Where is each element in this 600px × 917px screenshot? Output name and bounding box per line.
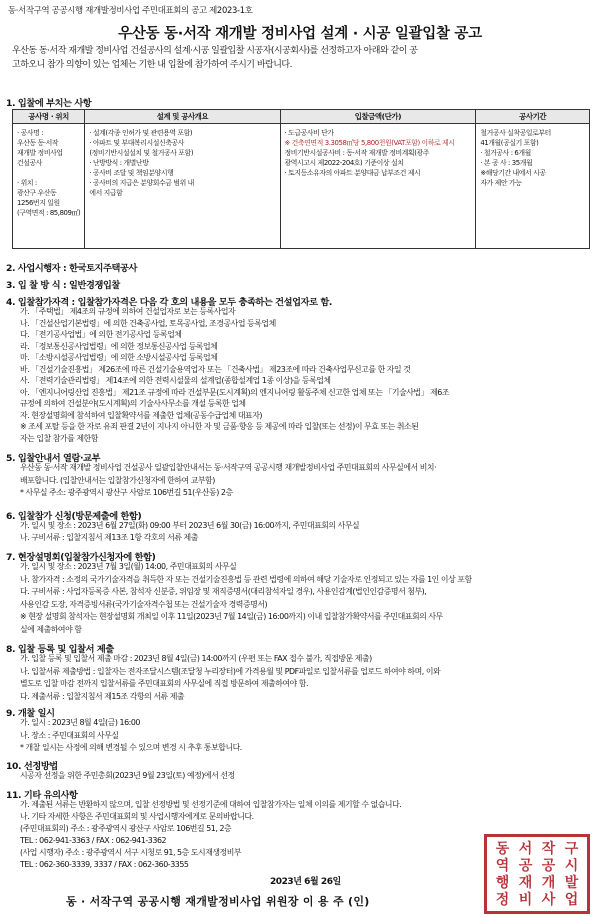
body-line: 다. 구비서류 : 사업자등록증 사본, 참석자 신분증, 위임장 및 재직증명서(대리참석자일 경우), 사용인감계(법인인감증명서 첨부), — [20, 587, 427, 596]
seal-char: 공 — [541, 858, 556, 874]
body-line: 나. 참가자격 : 소정의 국가기술자격을 취득한 자 또는 건설기술진흥법 등 관련 법령에 의하여 해당 기술자로 인정되고 있는 자를 1인 이상 포함 — [20, 574, 472, 584]
body-line: (주민대표회의) 주소 : 광주광역시 광산구 사암로 106번길 51, 2층 — [20, 824, 232, 833]
section-2-title: 2. 사업시행자 : 한국토지주택공사 — [6, 263, 137, 274]
section-10-title: 10. 선정방법 — [6, 761, 58, 772]
cell-line: · 난방방식 : 개별난방 — [89, 159, 149, 167]
section-4-title: 4. 입찰참가자격 : 입찰참가자격은 다음 각 호의 내용을 모두 충족하는 건설업자로 함. — [6, 297, 332, 308]
seal-char: 역 — [495, 858, 510, 874]
section-6-title: 6. 입찰참가 신청(방문제출에 한함) — [6, 511, 142, 522]
body-line: TEL : 062-941-3363 / FAX : 062-941-3362 — [20, 836, 167, 845]
body-line: 배포합니다. (입찰안내서는 입찰참가신청자에 한하여 교부함) — [20, 475, 215, 485]
seal-char: 동 — [495, 841, 510, 857]
seal-char: 업 — [564, 892, 579, 908]
cell-line: · 공사비의 지급은 분양회수금 범위 내 — [89, 179, 194, 187]
cell-line — [17, 168, 80, 178]
body-line: 시공자 선정을 위한 주민총회(2023년 9월 23일(토) 예정)에서 선정 — [20, 771, 235, 780]
body-line: 가. 일시 : 2023년 8월 4일(금) 16:00 — [20, 718, 140, 727]
body-line: 라. 「정보통신공사업법령」에 의한 정보통신공사업 등록업체 — [20, 341, 218, 351]
seal-char: 정 — [495, 892, 510, 908]
body-line: 가. 일시 및 장소 : 2023년 7월 3일(월) 14:00, 주민대표회의 사무실 — [20, 562, 237, 571]
cell-line: 건설공사 — [17, 159, 43, 167]
table-header: 입찰금액(단가) — [280, 110, 476, 124]
cell-line: 광역시고시 제2022-204호) 기준이상 설치 — [284, 159, 404, 167]
section-1-title: 1. 입찰에 부치는 사항 — [6, 98, 92, 109]
body-line: 규정에 의하여 건설분야(도시계획)의 기술사사무소를 개설 등록한 업체 — [20, 399, 246, 408]
cell-line: 정비기반시설공사비 : 동·서작 재개발 정비계획(광주 — [284, 149, 430, 157]
table-header: 공사명 · 위치 — [13, 110, 85, 124]
body-line: TEL : 062-360-3339, 3337 / FAX : 062-360-3355 — [20, 860, 189, 869]
cell-project-name — [13, 124, 85, 249]
body-line: 나. 구비서류 : 입찰지침서 제13조 1항 각호의 서류 제출 — [20, 533, 198, 542]
seal-char: 서 — [518, 841, 533, 857]
seal-char: 개 — [541, 875, 556, 891]
body-line: 마. 「소방시설공사업법령」에 의한 소방시설공사업 등록업체 — [20, 353, 218, 362]
body-line: 바. 「건설기술진흥법」 제26조에 따른 건설기술용역업자 또는 「건축사법」 제23조에 따라 건축사업무신고를 한 자일 것 — [20, 364, 411, 374]
seal-char: 구 — [564, 841, 579, 857]
body-line: 나. 「건설산업기본법령」에 의한 건축공사업, 토목공사업, 조경공사업 등록업체 — [20, 318, 276, 328]
cell-line: (구역면적 : 85,809㎡) — [17, 209, 81, 217]
section-8-title: 8. 입찰 등록 및 입찰서 제출 — [6, 644, 114, 655]
seal-char: 재 — [518, 875, 533, 891]
cell-line: 우산동 동·서작 — [17, 139, 59, 147]
seal-char: 시 — [564, 858, 579, 874]
table-header: 공사기간 — [476, 110, 590, 124]
body-line: (사업 시행자) 주소 : 광주광역시 서구 시청로 91, 5층 도시재생정비부 — [20, 848, 242, 857]
seal-char: 작 — [541, 841, 556, 857]
intro-line: 우산동 동·서작 재개발 정비사업 건설공사의 설계·시공 일괄입찰 시공자(시공회사)를 선정하고자 아래와 같이 공 — [12, 46, 418, 56]
body-line: 나. 장소 : 주민대표회의 사무실 — [20, 730, 119, 740]
section-5-title: 5. 입찰안내서 열람·교부 — [6, 453, 101, 464]
seal-characters — [491, 841, 583, 907]
body-line: 나. 기타 자세한 사항은 주민대표회의 및 사업시행자에게로 문의바랍니다. — [20, 812, 254, 821]
body-line: 다. 「전기공사업법」에 의한 전기공사업 등록업체 — [20, 330, 182, 339]
cell-line: · 아파트 및 부대복리시설신축공사 — [89, 139, 185, 147]
cell-line: · 토지등소유자의 아파트 분양대금 납부조건 제시 — [284, 169, 421, 177]
body-line: 가. 제출된 서류는 반환하지 않으며, 입찰 선정방법 및 선정기준에 대하여 입찰참가자는 일체 이의를 제기할 수 없습니다. — [20, 800, 402, 809]
body-line: 가. 「주택법」 제4조의 규정에 의하여 건설업자로 보는 등록사업자 — [20, 307, 236, 316]
intro-line: 고하오니 참가 의향이 있는 업체는 기한 내 입찰에 참가하여 주시기 바랍니다. — [12, 60, 292, 70]
body-line: * 개찰 일시는 사정에 의해 변경될 수 있으며 변경 시 추후 통보합니다. — [20, 743, 242, 752]
body-line: 우산동 동·서작 재개발 정비사업 건설공사 일괄입찰안내서는 동·서작구역 공공시행 재개발정비사업 주민대표회의 사무실에서 비치· — [20, 463, 437, 472]
cell-line: · 설계(각종 인허가 및 관련용역 포함) — [89, 129, 193, 137]
cell-line: (정비기반시설설치 및 철거공사 포함) — [89, 149, 194, 157]
cell-line: 1256번지 일원 — [17, 199, 60, 207]
cell-line: ※해당기간 내에서 시공 — [480, 169, 546, 177]
cell-line: · 철거공사 : 6개월 — [480, 149, 531, 157]
body-line: 가. 입찰 등록 및 입찰서 제출 마감 : 2023년 8월 4일(금) 14:00까지 (우편 또는 FAX 접수 불가, 직접방문 제출) — [20, 654, 372, 663]
cell-bid-amount — [280, 124, 476, 249]
seal-char: 공 — [518, 858, 533, 874]
section-11-title: 11. 기타 유의사항 — [6, 790, 78, 801]
body-line: 실에 제출하여야 함 — [20, 624, 82, 634]
body-line: ※ 현장 설명회 참석자는 현장설명회 개최일 이후 11일(2023년 7월 14일(금) 16:00까지) 이내 입찰참가확약서를 주민대표회의 사무 — [20, 612, 443, 621]
section-7-title: 7. 현장설명회(입찰참가신청자에 한함) — [6, 552, 156, 563]
section-3-title: 3. 입 찰 방 식 : 일반경쟁입찰 — [6, 280, 120, 291]
overview-table — [12, 109, 590, 249]
intro-paragraph — [12, 44, 598, 72]
cell-line: 41개월(공실기 포함) — [480, 139, 539, 147]
body-line: 자. 현장설명회에 참석하여 입찰확약서를 제출한 업체(공동수급업체 대표자) — [20, 410, 263, 420]
seal-char: 사 — [541, 892, 556, 908]
cell-line: 광산구 우산동 — [17, 189, 57, 197]
cell-line: · 공사비 조달 및 책임분양시행 — [89, 169, 174, 177]
body-line: 가. 일시 및 장소 : 2023년 6월 27일(화) 09:00 부터 2023년 6월 30(금) 16:00까지, 주민대표회의 사무실 — [20, 521, 360, 530]
signature-line: 동 · 서작구역 공공시행 재개발정비사업 위원장 이 용 주 (인) — [66, 895, 370, 908]
cell-line: 철거공사 실착공일로부터 — [480, 129, 551, 137]
notice-number: 동·서작구역 공공시행 재개발정비사업 주민대표회의 공고 제2023-1호 — [8, 5, 253, 15]
cell-line: · 공사명 : — [17, 129, 44, 137]
cell-line: · 본 공 사 : 35개월 — [480, 159, 533, 167]
section-9-title: 9. 개찰 일시 — [6, 708, 55, 719]
cell-line: 재개발 정비사업 — [17, 149, 63, 157]
cell-line: ※ 건축연면적 3.3058㎡당 5,800천원(VAT포함) 이하로 제시 — [284, 139, 455, 147]
cell-line: 자가 제안 가능 — [480, 179, 522, 187]
body-line: * 사무실 주소: 광주광역시 광산구 사암로 106번길 51(우산동) 2층 — [20, 488, 233, 497]
cell-construction-period — [476, 124, 590, 249]
page-title: 우산동 동·서작 재개발 정비사업 설계 · 시공 일괄입찰 공고 — [118, 26, 482, 42]
body-line: 나. 입찰서류 제출방법 : 입찰자는 전자조달시스템(조달청 누리장터)에 가격용월 및 PDF파일로 입찰서류를 업로드 하여야 하며, 이와 — [20, 666, 441, 676]
official-seal-stamp — [484, 834, 590, 914]
cell-line: · 도급공사비 단가 — [284, 129, 334, 137]
body-line: 사. 「전력기술관리법령」 제14조에 의한 전력시설물의 설계업(종합설계업 1종 이상)을 등록업체 — [20, 376, 331, 385]
cell-design-overview — [85, 124, 280, 249]
body-line: 다. 제출서류 : 입찰지침서 제15조 각항의 서류 제출 — [20, 691, 185, 701]
body-line: 사용인감 도장, 자격증빙서류(국가기술자격수첩 또는 건설기술자 경력증명서) — [20, 599, 268, 609]
cell-line: · 위치 : — [17, 179, 37, 187]
body-line: ※ 조세 포탈 등을 한 자로 유죄 판결 2년이 지나지 아니한 자 및 금품·향응 등 제공에 따라 입찰(또는 선정)이 무효 또는 취소된 — [20, 422, 419, 431]
seal-char: 행 — [495, 875, 510, 891]
body-line: 별도로 입찰 마감 전까지 입찰서류를 주민대표회의 사무실에 직접 방문하여 제출하여야 함. — [20, 679, 309, 688]
body-line: 아. 「엔지니어링산업 진흥법」 제21조 규정에 따라 건설부문(도시계획)의 엔지니어링 활동주체 신고한 업체 또는 「기술사법」 제6조 — [20, 387, 449, 397]
notice-date: 2023년 6월 26일 — [270, 877, 341, 887]
seal-char: 비 — [518, 892, 533, 908]
table-header: 설계 및 공사개요 — [85, 110, 280, 124]
cell-line: 에서 지급함 — [89, 189, 123, 197]
body-line: 자는 입찰 참가를 제한함 — [20, 433, 98, 443]
seal-char: 발 — [564, 875, 579, 891]
